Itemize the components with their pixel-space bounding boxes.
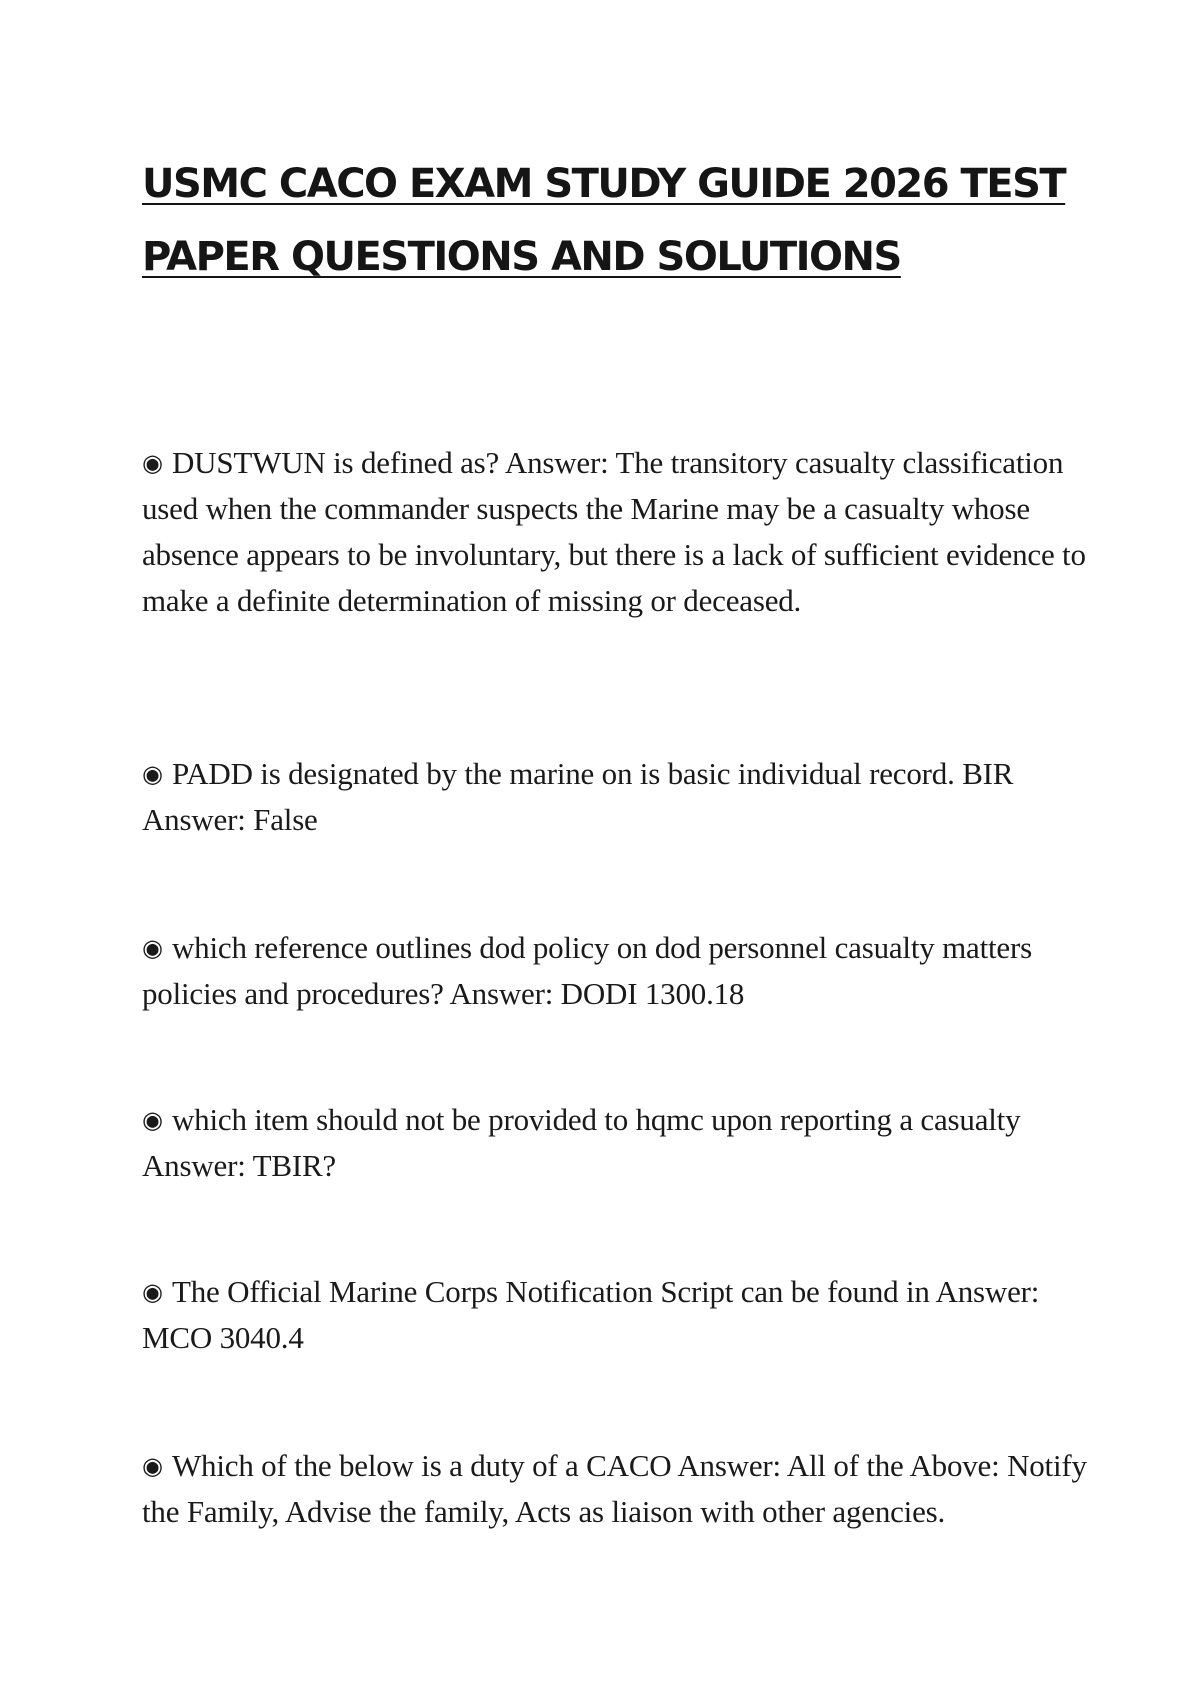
qa-item-4 (142, 1097, 1092, 1189)
radio-bullet-icon: ◉ (142, 1452, 163, 1480)
qa-item-5 (142, 1269, 1092, 1361)
qa-item-text: PADD is designated by the marine on is basic individual record. BIR Answer: False (142, 756, 1014, 837)
radio-bullet-icon: ◉ (142, 1106, 163, 1134)
qa-item-text: Which of the below is a duty of a CACO Answer: All of the Above: Notify the Family, Advise the family, Acts as liaison with other agencies. (142, 1448, 1087, 1529)
qa-item-text: which item should not be provided to hqmc upon reporting a casualty Answer: TBIR? (142, 1102, 1021, 1183)
qa-item-2 (142, 751, 1092, 843)
qa-item-text: DUSTWUN is defined as? Answer: The transitory casualty classification used when the commander suspects the Marine may be a casualty whose absence appears to be involuntary, but there is a lack of sufficient evidence to make a definite determination of missing or deceased. (142, 445, 1086, 618)
radio-bullet-icon: ◉ (142, 449, 163, 477)
qa-item-text: The Official Marine Corps Notification Script can be found in Answer: MCO 3040.4 (142, 1274, 1040, 1355)
qa-item-text: which reference outlines dod policy on dod personnel casualty matters policies and procedures? Answer: DODI 1300.18 (142, 930, 1032, 1011)
radio-bullet-icon: ◉ (142, 934, 163, 962)
radio-bullet-icon: ◉ (142, 760, 163, 788)
qa-item-1 (142, 440, 1092, 624)
qa-item-3 (142, 925, 1092, 1017)
document-title: USMC CACO EXAM STUDY GUIDE 2026 TEST PAPER QUESTIONS AND SOLUTIONS (142, 161, 1066, 280)
radio-bullet-icon: ◉ (142, 1278, 163, 1306)
qa-item-6 (142, 1443, 1092, 1535)
